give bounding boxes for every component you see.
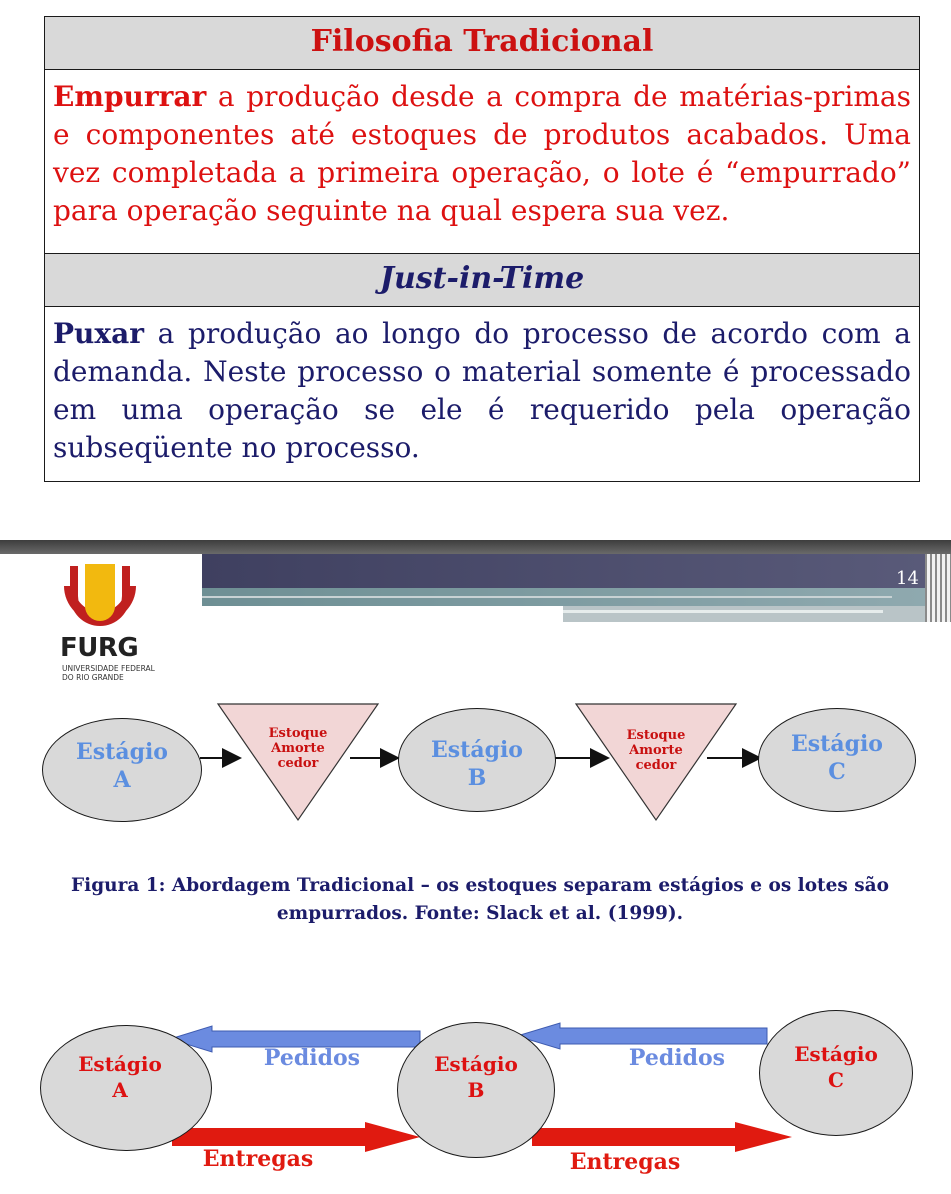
- buffer-label-line: Estoque: [626, 728, 686, 743]
- buffer-label-line: Amorte: [271, 741, 325, 756]
- logo-wordmark: FURG: [60, 633, 139, 663]
- orders-label: Pedidos: [628, 1045, 726, 1071]
- stage-a-label: [60, 1051, 180, 1103]
- stage-name: Estágio: [434, 1052, 518, 1076]
- stage-c-label: [776, 1041, 896, 1093]
- stage-letter: A: [112, 1078, 128, 1102]
- stage-letter: C: [828, 759, 846, 785]
- stage-name: Estágio: [791, 731, 883, 757]
- stage-name: Estágio: [431, 737, 523, 763]
- deliveries-label: Entregas: [569, 1149, 681, 1175]
- jit-header: Just-in-Time: [45, 254, 919, 307]
- stage-name: Estágio: [76, 739, 168, 765]
- stage-letter: C: [828, 1068, 844, 1092]
- stage-letter: B: [467, 765, 487, 791]
- stage-name: Estágio: [794, 1042, 878, 1066]
- stage-letter: A: [113, 767, 131, 793]
- deliveries-label: Entregas: [202, 1146, 314, 1172]
- stage-letter: B: [467, 1078, 485, 1102]
- logo-subtitle-line: UNIVERSIDADE FEDERAL: [62, 664, 155, 673]
- caption-line: empurrados. Fonte: Slack et al. (1999).: [276, 903, 684, 924]
- buffer-label-line: Estoque: [268, 726, 328, 741]
- push-keyword: Empurrar: [53, 80, 207, 113]
- buffer-label-line: Amorte: [629, 743, 683, 758]
- traditional-text: a produção desde a compra de matérias-primas e componentes até estoques de produtos acabados. Uma vez completada a primeira operação, o lote é “empurrado” para operação seguinte na qual espera sua vez.: [53, 80, 911, 227]
- pull-keyword: Puxar: [53, 317, 144, 350]
- page-number: 14: [896, 568, 919, 589]
- buffer-label-line: cedor: [277, 756, 319, 771]
- buffer-label-line: cedor: [635, 758, 677, 773]
- stage-name: Estágio: [78, 1052, 162, 1076]
- jit-text: a produção ao longo do processo de acordo com a demanda. Neste processo o material somente é processado em uma operação se ele é requerido pela operação subseqüente no processo.: [53, 317, 911, 464]
- orders-label: Pedidos: [263, 1045, 361, 1071]
- logo-subtitle-line: DO RIO GRANDE: [62, 673, 124, 682]
- caption-line: Figura 1: Abordagem Tradicional – os estoques separam estágios e os lotes são: [71, 875, 889, 896]
- stage-b-label: [416, 1051, 536, 1103]
- traditional-header: Filosofia Tradicional: [45, 17, 919, 70]
